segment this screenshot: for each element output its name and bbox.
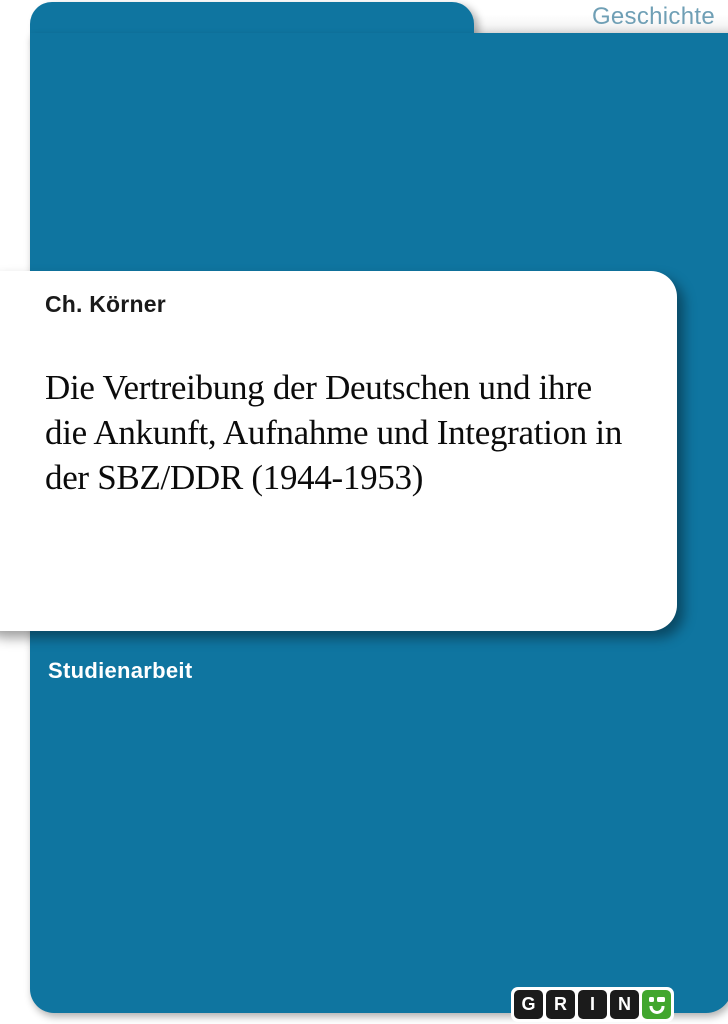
title-line-2: die Ankunft, Aufnahme und Integration in (45, 413, 623, 452)
logo-tile-r (546, 990, 575, 1019)
document-type-label: Studienarbeit (48, 658, 193, 683)
grin-logo (511, 987, 674, 1022)
logo-tile-g (514, 990, 543, 1019)
smiley-eye-left (649, 997, 654, 1002)
category-label: Geschichte (591, 3, 715, 30)
logo-tile-n (610, 990, 639, 1019)
logo-letter: N (618, 994, 631, 1014)
title-card (0, 271, 677, 631)
author-name: Ch. Körner (45, 291, 166, 317)
grin-smiley-icon (642, 990, 671, 1019)
logo-letter: R (554, 994, 567, 1014)
logo-letter: G (521, 994, 536, 1014)
smiley-mouth (649, 1006, 664, 1014)
logo-tile-i (578, 990, 607, 1019)
document-title (45, 365, 647, 500)
title-line-1: Die Vertreibung der Deutschen und ihre (45, 368, 592, 407)
smiley-eye-right (657, 997, 665, 1002)
title-line-3: der SBZ/DDR (1944-1953) (45, 458, 424, 497)
logo-letter: I (589, 994, 595, 1014)
